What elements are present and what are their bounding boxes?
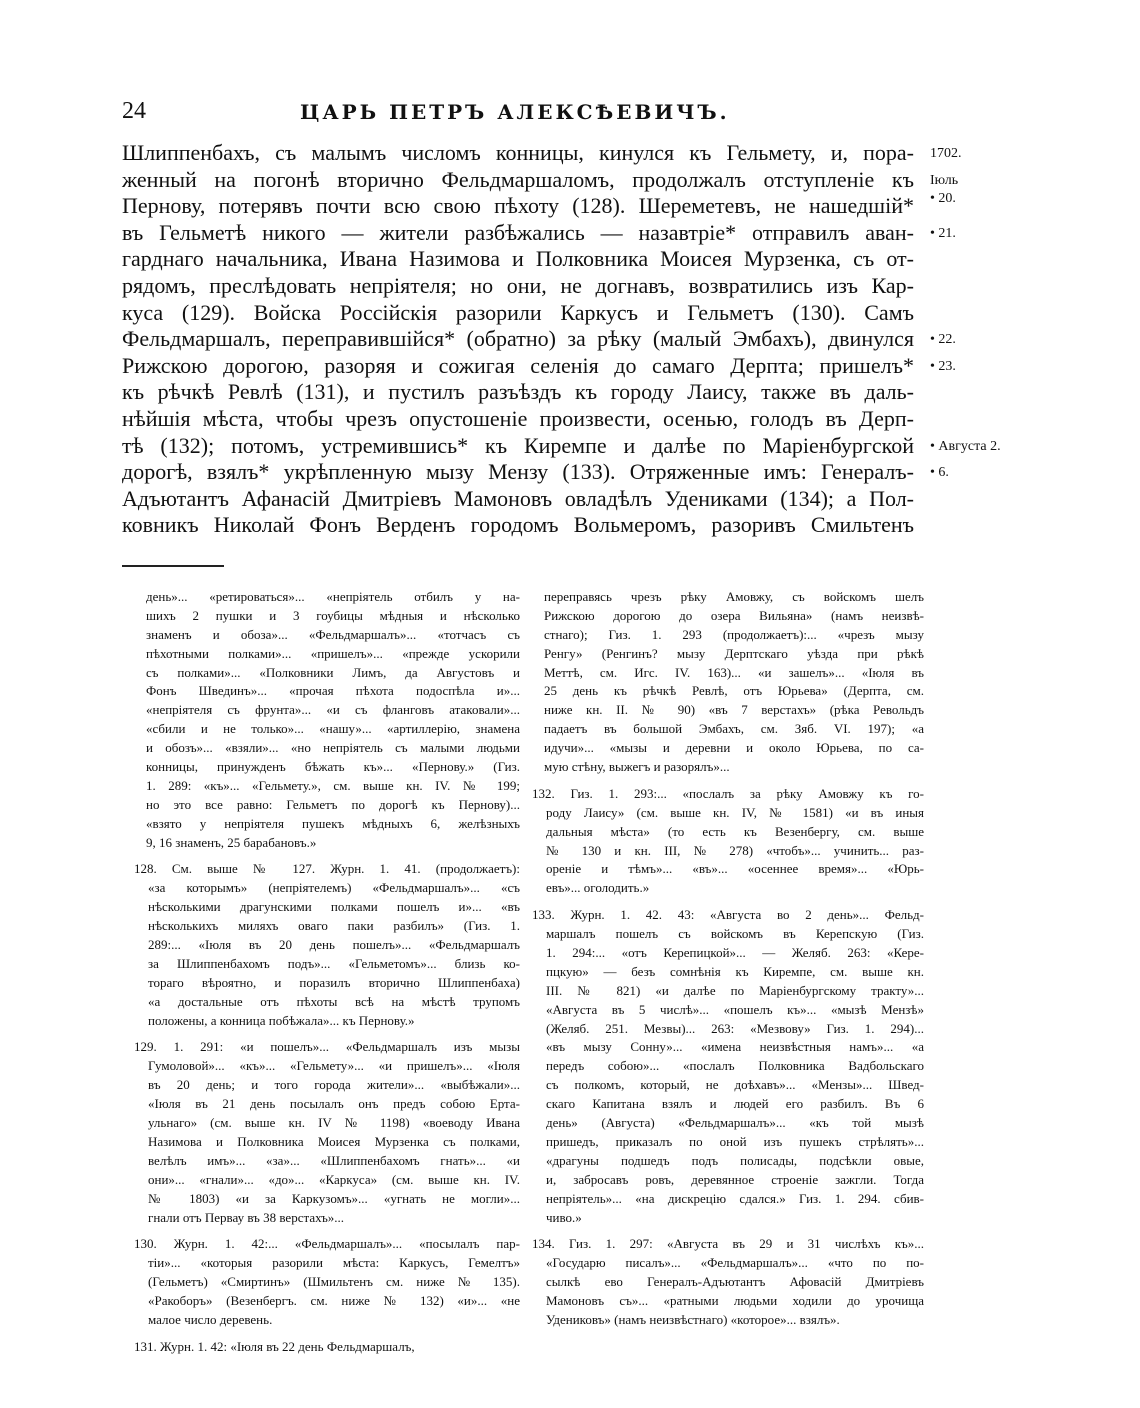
main-text-line: Шлиппенбахъ, съ малымъ числомъ конницы, кинулся къ Гельмету, и, пора-: [122, 140, 914, 165]
footnotes-left-column: [134, 588, 520, 1357]
main-text-line: Пернову, потерявъ почти всю свою пѣхоту (128). Шереметевъ, не нашедшій*: [122, 193, 914, 219]
footnote-131: [134, 1338, 520, 1357]
footnote-133: [532, 906, 924, 1227]
footnote-line: дальныя мѣста» (то есть къ Везенбергу, см. выше: [546, 823, 924, 839]
footnote-line: и, забросавъ ровъ, деревянное строеніе зажгли. Тогда: [546, 1171, 924, 1187]
footnote-line: (Желяб. 251. Мезвы)... 263: «Мезвову» Гиз. 1. 294)...: [546, 1020, 924, 1036]
footnote-gap: [134, 1330, 520, 1338]
footnote-line: ульнаго» (см. выше кн. IV № 1198) «воеводу Ивана: [148, 1115, 520, 1131]
margin-date: • 21.: [930, 225, 956, 241]
footnote-line: 131. Журн. 1. 42: «Іюля въ 22 день Фельдмаршалъ,: [134, 1338, 415, 1354]
margin-date: 1702.: [930, 146, 962, 161]
footnote-line: «Августа въ 5 числѣ»... «пошелъ къ»... «мызѣ Мензѣ»: [546, 1001, 924, 1017]
footnote-line: нѣсколькими драгунскими полками пошелъ и»... «въ: [148, 899, 520, 915]
footnote-line: ниже кн. II. № 90) «въ 7 верстахъ» (рѣка Револьдъ: [544, 702, 924, 718]
footnote-line: Рижскою дорогою до озера Вильяна» (намъ неизвѣ-: [544, 607, 924, 623]
footnote-line: 132. Гиз. 1. 293:... «послалъ за рѣку Амовжу къ го-: [532, 785, 924, 801]
footnote-gap: [532, 777, 924, 785]
footnote-line: № 130 и кн. III, № 278) «чтобъ»... учинить... раз-: [546, 842, 924, 858]
footnote-line: Меттѣ, см. Игс. IV. 163)... «и зашелъ»... «Іюля въ: [544, 664, 924, 680]
footnote-line: 128. См. выше № 127. Журн. 1. 41. (продолжаетъ):: [134, 861, 520, 877]
footnote-line: съ полками»... «Полковники Лимъ, да Августовъ и: [146, 664, 520, 680]
footnote-line: и обозъ»... «взяли»... «но непріятель съ малыми людьми: [146, 740, 520, 756]
footnote-line: пцкую» — безъ сомнѣнія къ Киремпе, см. выше кн.: [546, 963, 924, 979]
footnote-line: 130. Журн. 1. 42:... «Фельдмаршалъ»... «посылалъ пар-: [134, 1236, 520, 1252]
footnote-line: съ полкомъ, который, не доѣхавъ»... «Мензы»... Швед-: [546, 1077, 924, 1093]
main-text-line: дорогѣ, взялъ* укрѣпленную мызу Мензу (133). Отряженные имъ: Генералъ-: [122, 459, 914, 485]
footnote-line: «Ракоборъ» (Везенбергъ. см. ниже № 132) «и»... «не: [148, 1293, 520, 1309]
footnote-line: 133. Журн. 1. 42. 43: «Августа во 2 день»... Фельд-: [532, 907, 924, 923]
main-text-line: къ рѣчкѣ Ревлѣ (131), и пустилъ разъѣздъ къ городу Лаису, также въ даль-: [122, 379, 914, 405]
page-number: 24: [122, 98, 146, 124]
margin-date: • 22.: [930, 332, 956, 348]
footnote-line: ореніе и тѣмъ»... «въ»... «осеннее время»... «Юрь-: [546, 861, 924, 877]
footnote-130: [134, 1235, 520, 1329]
footnote-line: 9, 16 знаменъ, 25 барабановъ.»: [146, 834, 317, 850]
footnote-separator-rule: [122, 565, 224, 567]
footnote-line: 1. 294:... «отъ Керепицкой»... — Желяб. 263: «Кере-: [546, 945, 924, 961]
footnote-129: [134, 1038, 520, 1227]
main-text-line: гарднаго начальника, Ивана Назимова и Полковника Моисея Мурзенка, съ от-: [122, 246, 914, 272]
main-text-line: нѣйшія мѣста, чтобы чрезъ опустошеніе произвести, осенью, голодъ въ Дерп-: [122, 405, 914, 431]
main-text-line: въ Гельметѣ никого — жители разбѣжались — назавтріе* отправилъ аван-: [122, 219, 914, 245]
footnote-continuation: [134, 588, 520, 852]
footnote-gap: [134, 1227, 520, 1235]
margin-date: • Августа 2.: [930, 438, 1001, 454]
main-text-line: куса (129). Войска Россійскія разорили Каркусъ и Гельметъ (130). Самъ: [122, 299, 914, 325]
footnote-line: «сбили и не только»... «нашу»... «артиллерію, знамена: [146, 721, 520, 737]
footnote-128: [134, 860, 520, 1030]
footnote-line: евъ»... оголодить.»: [546, 880, 650, 896]
main-text-line: Адъютантъ Афанасій Дмитріевъ Мамоновъ овладѣлъ Удениками (134); а Пол-: [122, 485, 914, 511]
footnote-line: день»... «ретироваться»... «непріятель отбилъ у на-: [146, 589, 520, 604]
footnote-line: непріятель»... «на дискрецію сдался.» Гиз. 1. 294. сбив-: [546, 1190, 924, 1206]
footnote-line: Назимова и Полковника Моисея Мурзенка съ полками,: [148, 1133, 520, 1149]
footnotes-right-column: [532, 588, 924, 1330]
footnote-line: переправясь чрезъ рѣку Амовжу, съ войскомъ шелъ: [544, 589, 924, 604]
footnote-line: нѣсколькихъ миляхъ оваго паки разбилъ» (Гиз. 1.: [148, 918, 520, 934]
footnote-line: роду Лаису» (см. выше кн. IV, № 1581) «и въ иныя: [546, 804, 924, 820]
footnote-line: маршалъ пошелъ съ войскомъ въ Керепскую (Гиз.: [546, 926, 924, 942]
footnote-line: день» (Августа) «Фельдмаршалъ»... «къ той мызѣ: [546, 1115, 924, 1131]
footnote-line: 129. 1. 291: «и пошелъ»... «Фельдмаршалъ изъ мызы: [134, 1039, 520, 1055]
footnote-line: за Шлиппенбахомъ подъ»... «Гельметомъ»... близь ко-: [148, 955, 520, 971]
margin-date: Іюль: [930, 172, 959, 188]
footnote-line: «взято у непріятеля пушекъ мѣдныхъ 6, желѣзныхъ: [146, 815, 520, 831]
main-text-line: Рижскою дорогою, разоряя и сожигая селенія до самаго Дерпта; пришелъ*: [122, 352, 914, 378]
footnote-line: малое число деревень.: [148, 1311, 273, 1327]
main-body-text: [122, 140, 914, 539]
main-text-line: ковникъ Николай Фонъ Верденъ городомъ Вольмеромъ, разоривъ Смильтенъ: [122, 512, 914, 538]
main-text-line: женный на погонѣ вторично Фельдмаршаломъ, продолжалъ отступленіе къ: [122, 166, 914, 192]
footnote-line: тіи»... «которыя разорили мѣста: Каркусъ, Гемелтъ»: [148, 1255, 520, 1271]
footnote-line: тораго вѣроятно, и поразилъ вторично Шлиппенбаха): [148, 974, 520, 990]
footnote-line: III. № 821) «и далѣе по Маріенбургскому тракту»...: [546, 982, 924, 998]
margin-date: • 20.: [930, 191, 956, 207]
footnote-line: конницы, принужденъ бѣжать къ»... «Пернову.» (Гиз.: [146, 759, 520, 775]
footnote-line: скаго Капитана взялъ и людей его разбилъ. Въ 6: [546, 1096, 924, 1112]
footnote-gap: [532, 898, 924, 906]
footnote-line: 1. 289: «къ»... «Гельмету.», см. выше кн. IV. № 199;: [146, 777, 520, 793]
footnote-line: знаменъ и обоза»... «Фельдмаршалъ»... «тотчасъ съ: [146, 626, 520, 642]
footnote-line: велѣлъ имъ»... «за»... «Шлиппенбахомъ гнать»... «и: [148, 1152, 520, 1168]
footnote-line: чиво.»: [546, 1209, 582, 1225]
footnote-line: Ренгу» (Ренгинъ? мызу Дерптскаго уѣзда при рѣкѣ: [544, 645, 924, 661]
footnote-line: 25 день къ рѣчкѣ Ревлѣ, отъ Юрьева» (Дерпта, см.: [544, 683, 924, 699]
footnote-line: они»... «гнали»... «до»... «Каркуса» (см. выше кн. IV.: [148, 1171, 520, 1187]
footnote-line: Мамоновъ съ»... «ратными людьми ходили до урочища: [546, 1293, 924, 1309]
footnote-line: идучи»... «мызы и деревни и около Юрьева, по са-: [544, 740, 924, 756]
footnote-line: «Государю писалъ»... «Фельдмаршалъ»... «что по по-: [546, 1255, 924, 1271]
footnote-line: «непріятеля съ фрунта»... «и съ фланговъ атаковали»...: [146, 702, 520, 718]
footnote-line: «драгуны подшедъ подъ полисады, подсѣкли овые,: [546, 1152, 924, 1168]
footnote-gap: [532, 1227, 924, 1235]
footnote-line: положены, а конница побѣжала»... къ Пернову.»: [148, 1012, 415, 1028]
footnote-line: въ 20 день; и того города жители»... «выбѣжали»...: [148, 1077, 520, 1093]
footnote-line: шихъ 2 пушки и 3 гоубицы мѣдныя и нѣсколько: [146, 607, 520, 623]
footnote-line: Гумоловой»... «къ»... «Гельмету»... «и пришелъ»... «Іюля: [148, 1058, 520, 1074]
main-text-line: Фельдмаршалъ, переправившійся* (обратно) за рѣку (малый Эмбахъ), двинулся: [122, 326, 914, 352]
running-title: ЦАРЬ ПЕТРЪ АЛЕКСѢЕВИЧЪ.: [300, 100, 730, 124]
margin-date: • 23.: [930, 358, 956, 374]
footnote-line: пришедъ, приказалъ по оной изъ пушекъ стрѣлять»...: [546, 1133, 924, 1149]
footnote-132: [532, 785, 924, 898]
main-text-line: рядомъ, преслѣдовать непріятеля; но они, не догнавъ, возвратились изъ Кар-: [122, 272, 914, 298]
footnote-line: падаетъ въ большой Эмбахъ, см. Зяб. VI. 197); «а: [544, 721, 924, 737]
margin-date: • 6.: [930, 465, 949, 481]
footnote-line: Фонъ Швединъ»... «прочая пѣхота подоспѣла и»...: [146, 683, 520, 699]
footnote-line: «за которымъ» (непріятелемъ) «Фельдмаршалъ»... «съ: [148, 880, 520, 896]
footnote-line: сылкѣ ево Генералъ-Адъютантъ Афовасій Дмитріевъ: [546, 1274, 924, 1290]
footnote-line: передъ собою»... «послалъ Полковника Вадбольскаго: [546, 1058, 924, 1074]
main-text-line: тѣ (132); потомъ, устремившись* къ Киремпе и далѣе по Маріенбургской: [122, 432, 914, 458]
footnote-line: пѣхотными полками»... «пришелъ»... «прежде ускорили: [146, 645, 520, 661]
footnote-line: «въ мызу Сонну»... «имена неизвѣстныя намъ»... «а: [546, 1039, 924, 1055]
footnote-line: Удениковъ» (намъ неизвѣстнаго) «которое»... взялъ».: [546, 1311, 840, 1327]
footnote-line: но это все равно: Гельметъ по дорогѣ къ Пернову)...: [146, 796, 520, 812]
footnote-line: «а достальные отъ пѣхоты всѣ на мѣстѣ трупомъ: [148, 993, 520, 1009]
footnote-line: «Іюля въ 21 день посылалъ онъ предъ собою Ерта-: [148, 1096, 520, 1112]
footnote-line: 134. Гиз. 1. 297: «Августа въ 29 и 31 числѣхъ къ»...: [532, 1236, 924, 1252]
footnote-gap: [134, 852, 520, 860]
footnote-134: [532, 1235, 924, 1329]
footnote-continuation: [532, 588, 924, 777]
footnote-line: мую стѣну, выжегъ и разорялъ»...: [544, 759, 730, 775]
footnote-line: (Гельметъ) «Смиртинъ» (Шмильтенъ см. ниже № 135).: [148, 1274, 520, 1290]
footnote-line: № 1803) «и за Каркузомъ»... «угнать не могли»...: [148, 1190, 520, 1206]
footnote-line: стнаго); Гиз. 1. 293 (продолжаетъ):... «чрезъ мызу: [544, 626, 924, 642]
footnote-gap: [134, 1030, 520, 1038]
footnote-line: 289:... «Іюля въ 20 день пошелъ»... «Фельдмаршалъ: [148, 937, 520, 953]
footnote-line: гнали отъ Первау въ 38 верстахъ»...: [148, 1209, 345, 1225]
